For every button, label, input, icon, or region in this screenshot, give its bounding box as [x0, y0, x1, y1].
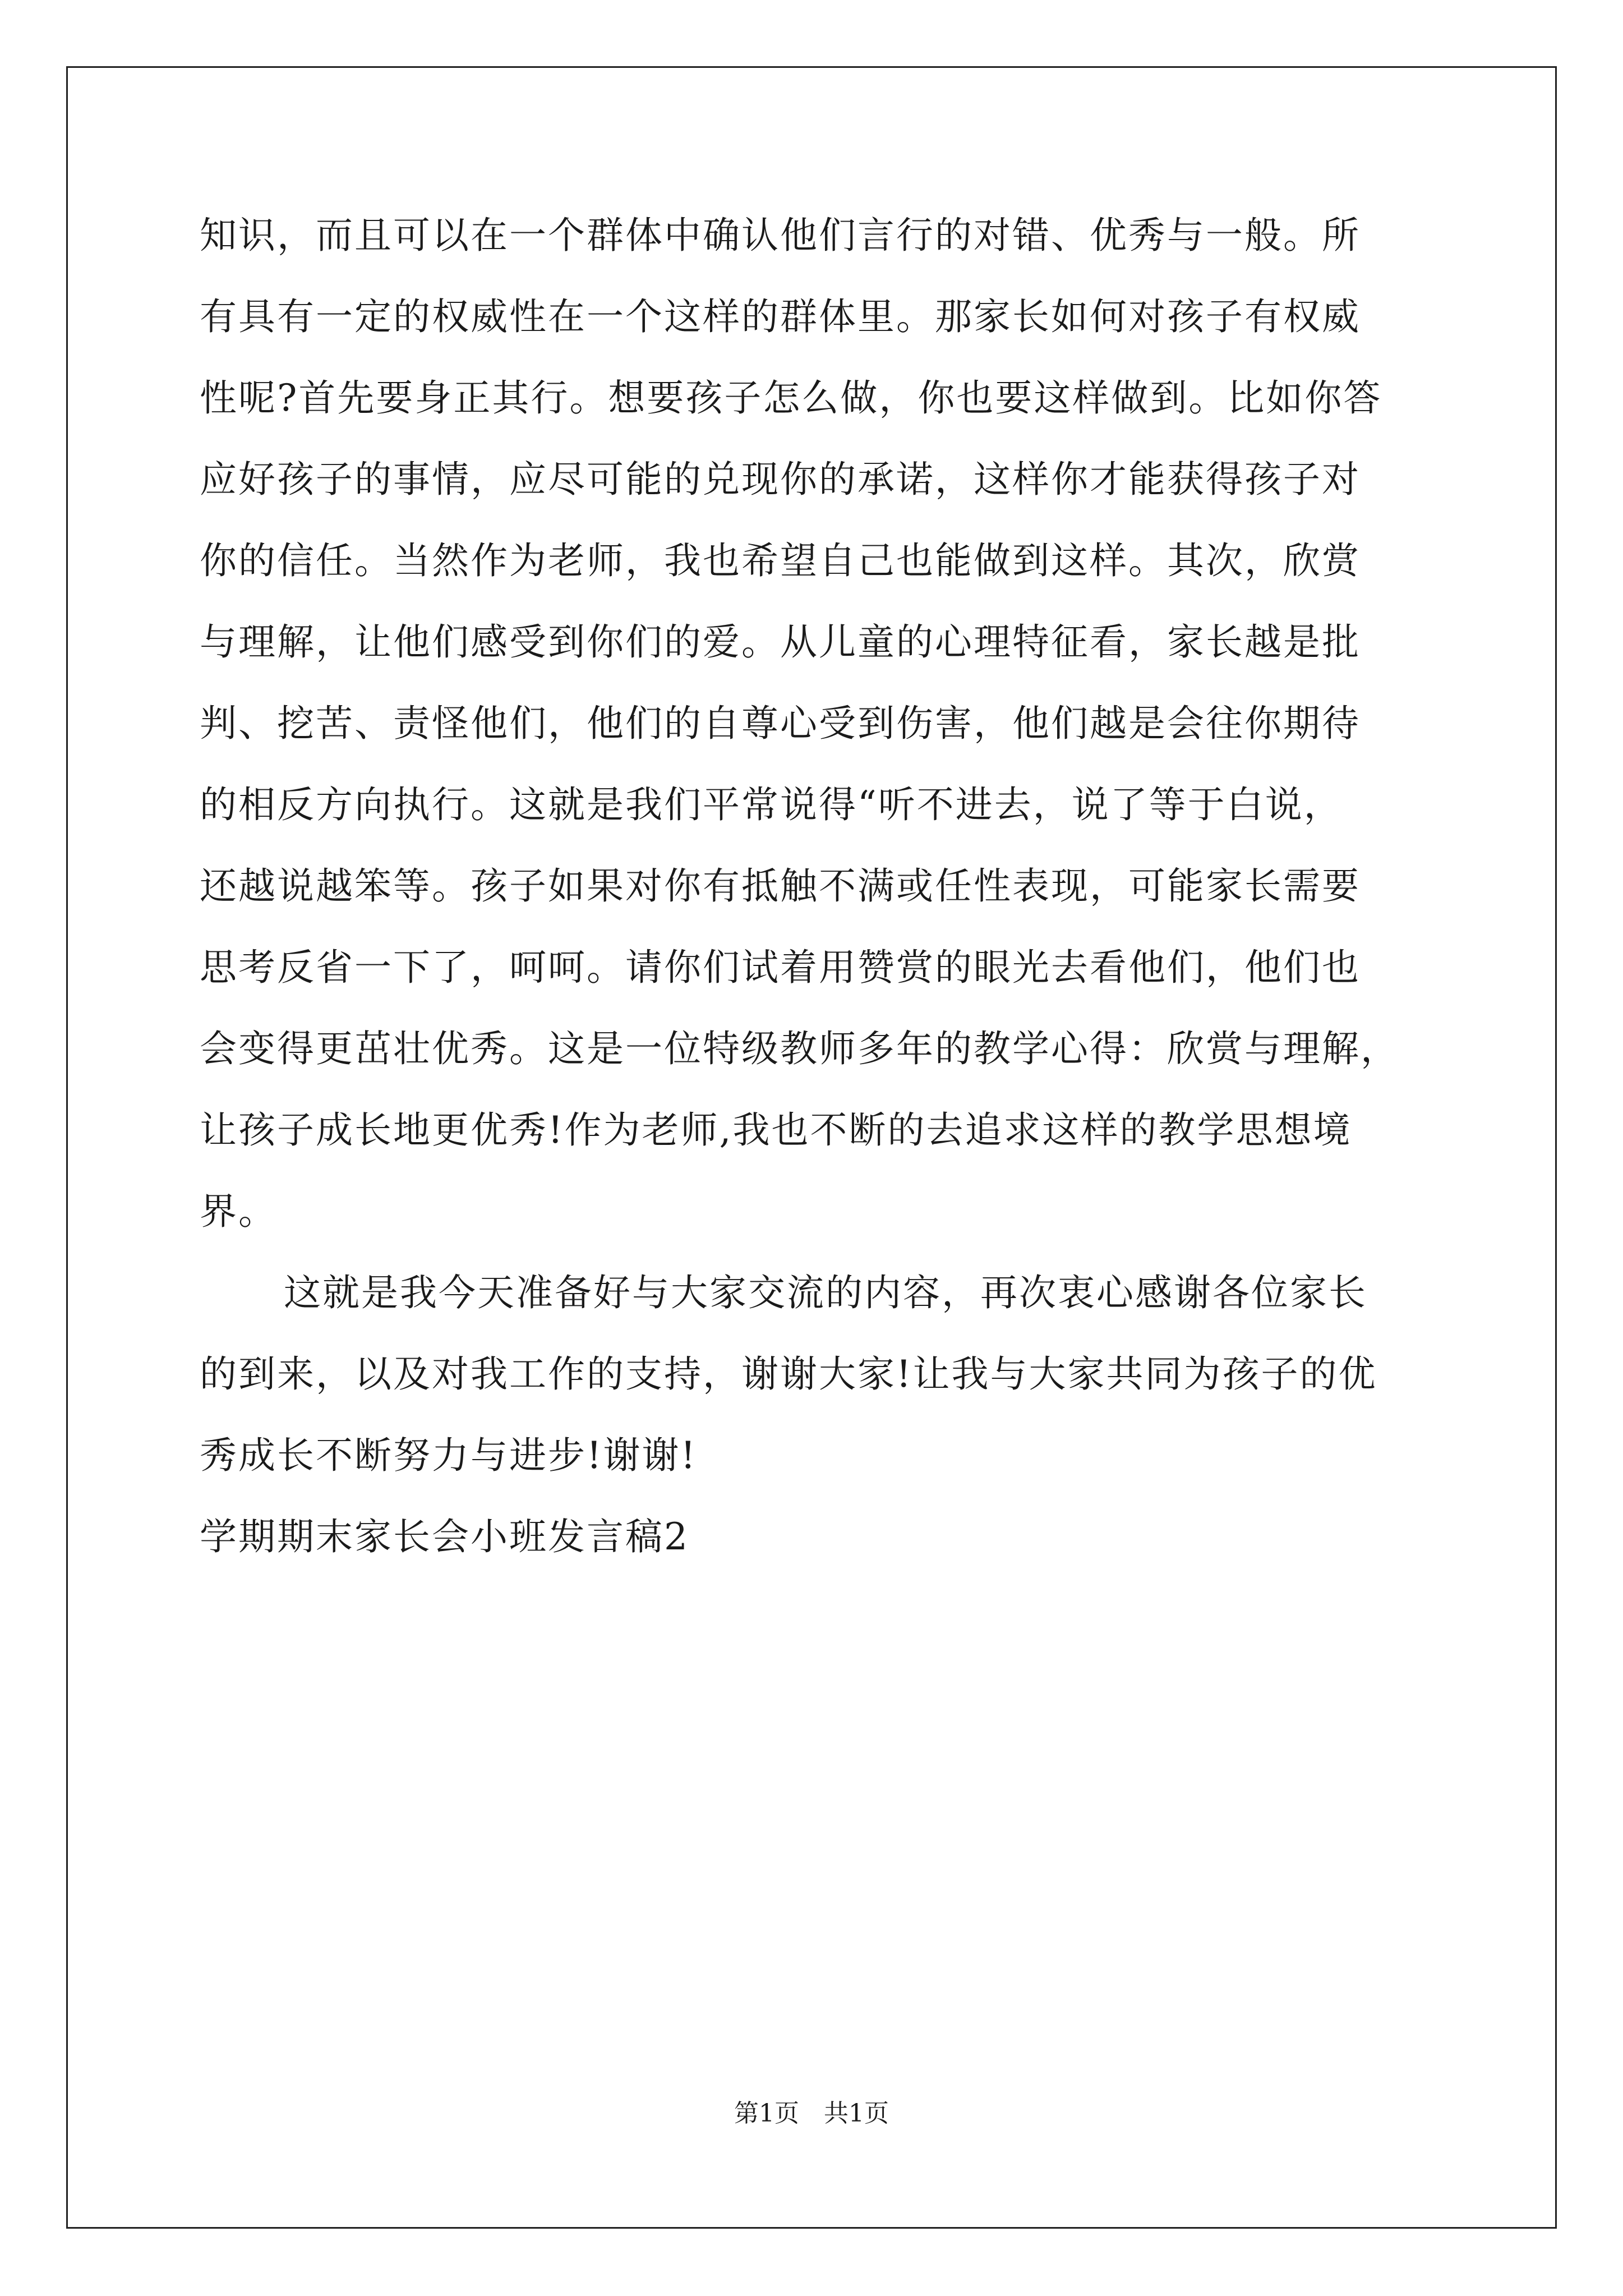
body-line-9: 还越说越笨等。孩子如果对你有抵触不满或任性表现，可能家长需要: [200, 864, 1361, 908]
closing-line-3: 秀成长不断努力与进步!谢谢!: [200, 1434, 698, 1477]
body-line-13: 界。: [200, 1190, 277, 1233]
page-number-footer: 第1页 共1页: [734, 2099, 889, 2128]
section-heading: 学期期末家长会小班发言稿2: [200, 1515, 689, 1558]
closing-line-1: 这就是我今天准备好与大家交流的内容，再次衷心感谢各位家长: [284, 1271, 1367, 1314]
body-line-12: 让孩子成长地更优秀!作为老师,我也不断的去追求这样的教学思想境: [200, 1108, 1352, 1152]
body-line-1: 知识，而且可以在一个群体中确认他们言行的对错、优秀与一般。所: [200, 214, 1361, 257]
body-line-10: 思考反省一下了，呵呵。请你们试着用赞赏的眼光去看他们，他们也: [200, 946, 1361, 989]
body-line-5: 你的信任。当然作为老师，我也希望自己也能做到这样。其次，欣赏: [200, 539, 1361, 582]
body-line-11: 会变得更茁壮优秀。这是一位特级教师多年的教学心得：欣赏与理解，: [200, 1027, 1399, 1070]
body-line-7: 判、挖苦、责怪他们，他们的自尊心受到伤害，他们越是会往你期待: [200, 702, 1361, 745]
body-line-6: 与理解，让他们感受到你们的爱。从儿童的心理特征看，家长越是批: [200, 620, 1361, 664]
body-line-3: 性呢?首先要身正其行。想要孩子怎么做，你也要这样做到。比如你答: [200, 376, 1382, 420]
closing-line-2: 的到来，以及对我工作的支持，谢谢大家!让我与大家共同为孩子的优: [200, 1352, 1377, 1396]
body-line-4: 应好孩子的事情，应尽可能的兑现你的承诺，这样你才能获得孩子对: [200, 458, 1361, 501]
body-line-2: 有具有一定的权威性在一个这样的群体里。那家长如何对孩子有权威: [200, 295, 1361, 338]
body-line-8: 的相反方向执行。这就是我们平常说得“听不进去，说了等于白说，: [200, 783, 1343, 826]
